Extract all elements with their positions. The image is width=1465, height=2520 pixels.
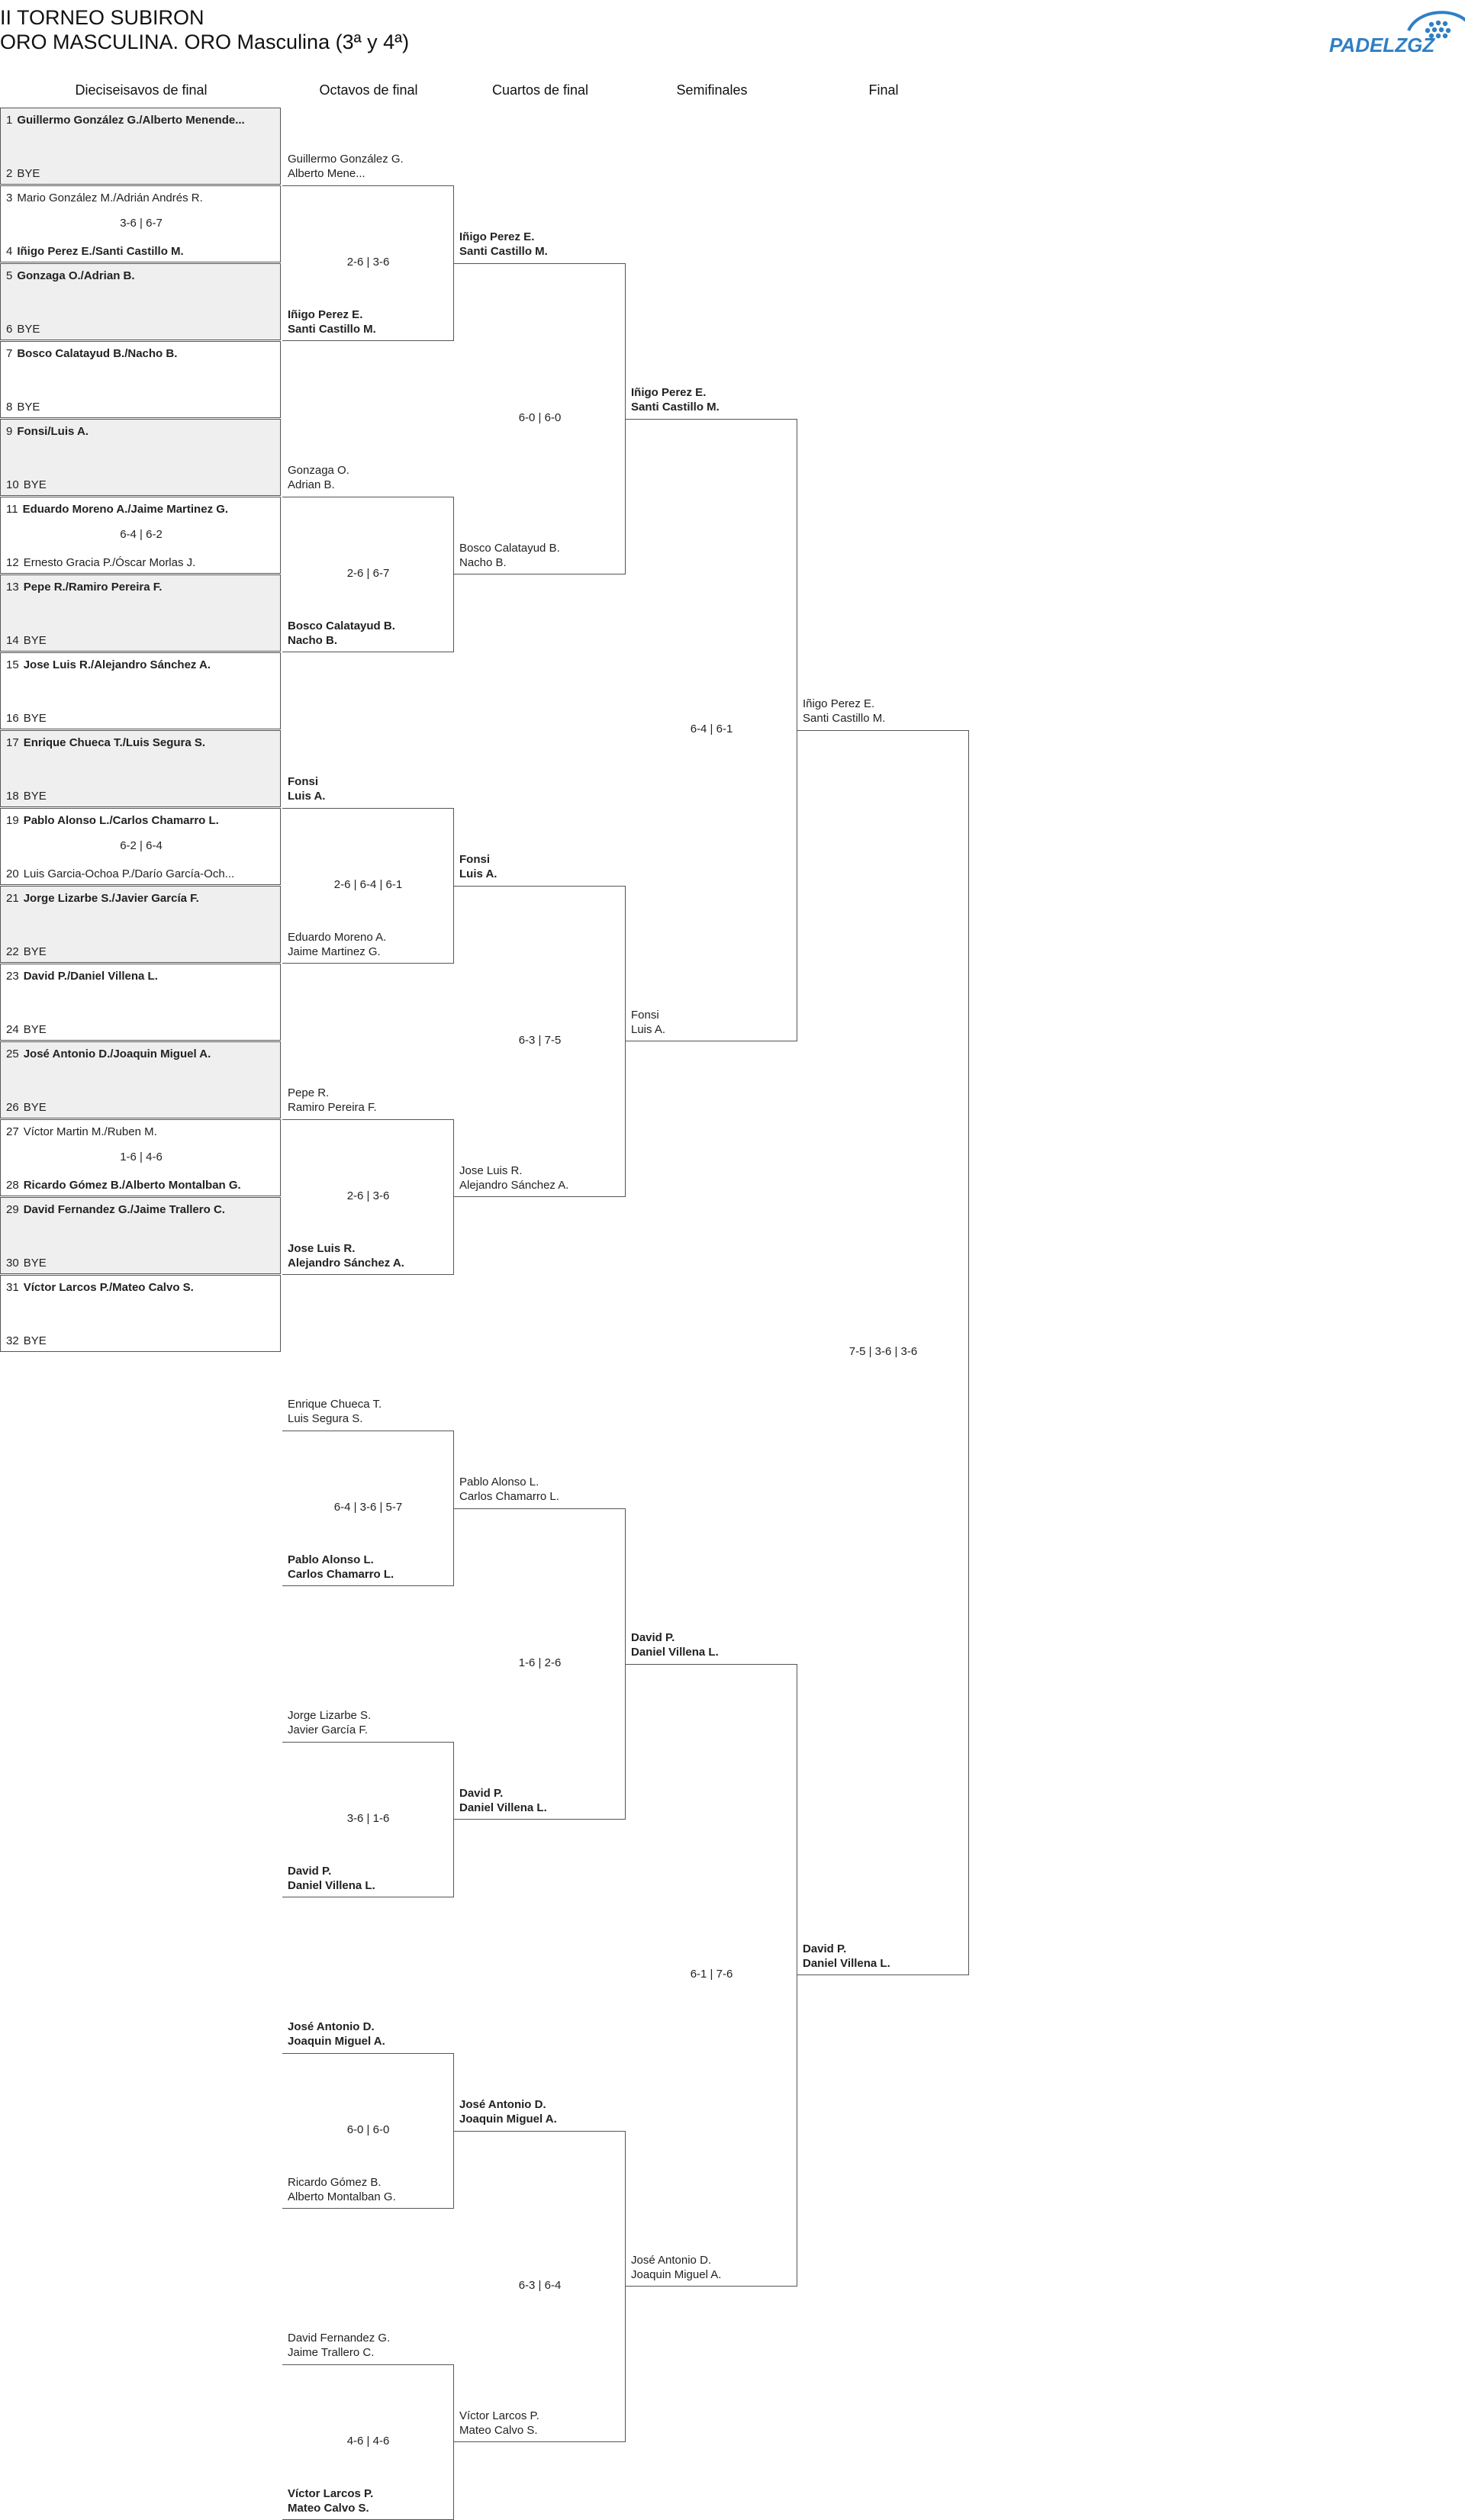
seed-number: 11 [6, 503, 18, 516]
round1-match [0, 730, 281, 807]
team-name: David Fernandez G./Jaime Trallero C. [23, 1203, 225, 1216]
match-score: 2-6 | 3-6 [346, 1189, 390, 1202]
round1-entry [6, 191, 269, 204]
seed-number: 20 [6, 867, 19, 880]
round1-entry [6, 1101, 269, 1114]
player-name: Fonsi [459, 853, 490, 866]
seed-number: 29 [6, 1203, 19, 1216]
team-pair [288, 463, 349, 492]
player-name: Santi Castillo M. [459, 245, 548, 258]
player-name: Mateo Calvo S. [459, 2424, 538, 2437]
round1-entry [6, 167, 269, 180]
player-name: David P. [803, 1942, 847, 1955]
player-name: Alberto Montalban G. [288, 2190, 396, 2203]
round1-entry [6, 556, 269, 569]
match-score: 6-4 | 6-1 [690, 723, 733, 735]
round1-match [0, 652, 281, 729]
player-name: Nacho B. [459, 556, 507, 569]
team-pair [459, 2409, 539, 2438]
team-name: Jorge Lizarbe S./Javier García F. [23, 892, 199, 905]
match-score: 6-4 | 6-2 [120, 528, 163, 541]
player-name: Jorge Lizarbe S. [288, 1709, 372, 1722]
team-pair [459, 2097, 557, 2126]
player-name: Joaquin Miguel A. [288, 2035, 385, 2048]
player-name: Luis A. [631, 1023, 666, 1036]
player-name: Iñigo Perez E. [288, 308, 363, 321]
team-pair [459, 541, 560, 570]
team-pair [631, 1630, 719, 1659]
team-name: Víctor Martin M./Ruben M. [23, 1125, 157, 1138]
team-pair [803, 697, 885, 726]
player-name: Iñigo Perez E. [803, 697, 875, 710]
seed-number: 31 [6, 1281, 19, 1294]
team-name: BYE [17, 401, 40, 414]
player-name: Iñigo Perez E. [459, 230, 535, 243]
player-name: Guillermo González G. [288, 153, 404, 166]
round-header: Dieciseisavos de final [75, 82, 208, 98]
player-name: Ricardo Gómez B. [288, 2176, 382, 2189]
round1-match [0, 263, 281, 340]
team-pair [288, 1864, 375, 1893]
team-name: BYE [23, 1257, 47, 1270]
seed-number: 19 [6, 814, 19, 827]
seed-number: 32 [6, 1334, 19, 1347]
team-name: Pablo Alonso L./Carlos Chamarro L. [23, 814, 219, 827]
seed-number: 10 [6, 478, 19, 491]
player-name: Enrique Chueca T. [288, 1398, 382, 1411]
round1-entry [6, 114, 269, 127]
team-pair [288, 2020, 385, 2049]
team-pair [459, 230, 548, 259]
team-pair [288, 2486, 373, 2515]
seed-number: 15 [6, 658, 19, 671]
match-score: 6-4 | 3-6 | 5-7 [333, 1501, 403, 1514]
team-pair [288, 1708, 371, 1737]
team-name: BYE [23, 945, 47, 958]
team-name: Gonzaga O./Adrian B. [17, 269, 135, 282]
round1-match [0, 497, 281, 574]
player-name: José Antonio D. [631, 2254, 712, 2267]
match-score: 4-6 | 4-6 [346, 2435, 390, 2448]
team-name: Ernesto Gracia P./Óscar Morlas J. [23, 556, 196, 569]
player-name: Iñigo Perez E. [631, 386, 707, 399]
player-name: Fonsi [288, 775, 318, 788]
player-name: David P. [631, 1631, 675, 1644]
round1-match [0, 808, 281, 885]
team-pair [288, 307, 376, 336]
round1-entry [6, 581, 269, 594]
round1-entry [6, 634, 269, 647]
round-header: Octavos de final [319, 82, 418, 98]
player-name: Alejandro Sánchez A. [288, 1257, 404, 1270]
round1-entry [6, 1179, 269, 1192]
team-pair [288, 1397, 382, 1426]
padelzgz-logo [1326, 8, 1465, 58]
player-name: David P. [288, 1865, 332, 1878]
round1-match [0, 341, 281, 418]
team-name: BYE [23, 1101, 47, 1114]
seed-number: 8 [6, 401, 13, 414]
round1-entry [6, 245, 269, 258]
player-name: Daniel Villena L. [459, 1801, 547, 1814]
team-pair [288, 1241, 404, 1270]
round1-entry [6, 401, 269, 414]
team-name: Iñigo Perez E./Santi Castillo M. [17, 245, 184, 258]
player-name: Daniel Villena L. [631, 1646, 719, 1659]
player-name: Alejandro Sánchez A. [459, 1179, 569, 1192]
round-header: Final [868, 82, 899, 98]
round1-entry [6, 892, 269, 905]
player-name: Luis A. [459, 867, 497, 880]
seed-number: 27 [6, 1125, 19, 1138]
seed-number: 28 [6, 1179, 19, 1192]
round1-entry [6, 790, 269, 803]
player-name: Pablo Alonso L. [288, 1553, 374, 1566]
round1-match [0, 886, 281, 963]
player-name: David Fernandez G. [288, 2332, 391, 2345]
seed-number: 14 [6, 634, 19, 647]
seed-number: 3 [6, 191, 13, 204]
player-name: Ramiro Pereira F. [288, 1101, 377, 1114]
team-name: Fonsi/Luis A. [17, 425, 89, 438]
team-pair [288, 619, 395, 648]
round1-entry [6, 503, 269, 516]
round1-entry [6, 323, 269, 336]
seed-number: 25 [6, 1048, 19, 1060]
player-name: Víctor Larcos P. [288, 2487, 374, 2500]
round1-entry [6, 1203, 269, 1216]
match-score: 3-6 | 6-7 [120, 217, 163, 230]
player-name: Bosco Calatayud B. [288, 620, 395, 632]
player-name: Nacho B. [288, 634, 338, 647]
player-name: Jose Luis R. [459, 1164, 523, 1177]
round1-entry [6, 1334, 269, 1347]
player-name: Jaime Martinez G. [288, 945, 381, 958]
round1-entry [6, 1125, 269, 1138]
seed-number: 30 [6, 1257, 19, 1270]
player-name: Santi Castillo M. [631, 401, 720, 414]
seed-number: 7 [6, 347, 13, 360]
logo-text: PADELZGZ [1329, 34, 1435, 56]
player-name: Jaime Trallero C. [288, 2346, 375, 2359]
round1-entry [6, 712, 269, 725]
match-score: 3-6 | 1-6 [346, 1812, 390, 1825]
round-header: Semifinales [676, 82, 748, 98]
team-name: David P./Daniel Villena L. [23, 970, 158, 983]
player-name: José Antonio D. [459, 2098, 546, 2111]
match-score: 6-3 | 7-5 [518, 1034, 562, 1047]
team-name: BYE [23, 1023, 47, 1036]
player-name: Pablo Alonso L. [459, 1476, 539, 1489]
seed-number: 26 [6, 1101, 19, 1114]
seed-number: 23 [6, 970, 19, 983]
team-pair [288, 152, 404, 181]
round1-entry [6, 814, 269, 827]
team-name: BYE [23, 478, 47, 491]
seed-number: 18 [6, 790, 19, 803]
seed-number: 21 [6, 892, 19, 905]
player-name: Bosco Calatayud B. [459, 542, 560, 555]
seed-number: 6 [6, 323, 13, 336]
team-pair [803, 1942, 890, 1971]
team-pair [459, 1786, 547, 1815]
round-header: Cuartos de final [491, 82, 589, 98]
seed-number: 1 [6, 114, 13, 127]
seed-number: 17 [6, 736, 19, 749]
round1-entry [6, 945, 269, 958]
round1-entry [6, 269, 269, 282]
match-score: 6-1 | 7-6 [690, 1968, 733, 1981]
team-pair [459, 852, 497, 881]
tournament-title: II TORNEO SUBIRON [0, 6, 204, 29]
team-name: Luis Garcia-Ochoa P./Darío García-Och... [23, 867, 235, 880]
player-name: Carlos Chamarro L. [459, 1490, 559, 1503]
team-pair [631, 385, 720, 414]
round1-match [0, 108, 281, 185]
player-name: Luis Segura S. [288, 1412, 363, 1425]
round1-entry [6, 425, 269, 438]
match-score: 1-6 | 4-6 [120, 1151, 163, 1163]
team-name: BYE [23, 634, 47, 647]
team-name: Víctor Larcos P./Mateo Calvo S. [23, 1281, 194, 1294]
team-pair [631, 2253, 721, 2282]
player-name: David P. [459, 1787, 504, 1800]
round1-match [0, 1197, 281, 1274]
team-name: Mario González M./Adrián Andrés R. [17, 191, 203, 204]
player-name: Javier García F. [288, 1723, 369, 1736]
round1-match [0, 1041, 281, 1118]
round1-match [0, 1275, 281, 1352]
round1-match [0, 964, 281, 1041]
team-pair [631, 1008, 665, 1037]
player-name: Mateo Calvo S. [288, 2502, 369, 2515]
team-pair [288, 1086, 377, 1115]
team-name: BYE [17, 323, 40, 336]
match-score: 6-3 | 6-4 [518, 2279, 562, 2292]
team-name: BYE [17, 167, 40, 180]
round1-match [0, 185, 281, 262]
player-name: Jose Luis R. [288, 1242, 356, 1255]
round1-entry [6, 1257, 269, 1270]
match-score: 6-2 | 6-4 [120, 839, 163, 852]
player-name: José Antonio D. [288, 2020, 375, 2033]
team-pair [288, 930, 386, 959]
team-pair [288, 2331, 390, 2360]
round1-match [0, 419, 281, 496]
player-name: Joaquin Miguel A. [459, 2113, 557, 2126]
team-pair [288, 774, 325, 803]
player-name: Carlos Chamarro L. [288, 1568, 394, 1581]
player-name: Santi Castillo M. [288, 323, 376, 336]
team-name: Ricardo Gómez B./Alberto Montalban G. [23, 1179, 241, 1192]
team-name: José Antonio D./Joaquin Miguel A. [23, 1048, 211, 1060]
round1-entry [6, 1281, 269, 1294]
player-name: Daniel Villena L. [288, 1879, 375, 1892]
match-score: 2-6 | 6-4 | 6-1 [333, 878, 403, 891]
team-name: Guillermo González G./Alberto Menende... [17, 114, 245, 127]
player-name: Eduardo Moreno A. [288, 931, 387, 944]
match-score: 1-6 | 2-6 [518, 1656, 562, 1669]
player-name: Víctor Larcos P. [459, 2409, 539, 2422]
player-name: Luis A. [288, 790, 326, 803]
team-name: Enrique Chueca T./Luis Segura S. [23, 736, 206, 749]
seed-number: 24 [6, 1023, 19, 1036]
team-pair [459, 1163, 568, 1192]
seed-number: 9 [6, 425, 13, 438]
team-name: Bosco Calatayud B./Nacho B. [17, 347, 178, 360]
round1-entry [6, 867, 269, 880]
round1-entry [6, 736, 269, 749]
team-name: Jose Luis R./Alejandro Sánchez A. [23, 658, 211, 671]
team-name: BYE [23, 712, 47, 725]
seed-number: 13 [6, 581, 19, 594]
player-name: Daniel Villena L. [803, 1957, 890, 1970]
round1-entry [6, 1023, 269, 1036]
category-title: ORO MASCULINA. ORO Masculina (3ª y 4ª) [0, 31, 410, 53]
player-name: Adrian B. [288, 478, 335, 491]
team-name: Pepe R./Ramiro Pereira F. [23, 581, 163, 594]
round1-entry [6, 478, 269, 491]
match-score: 6-0 | 6-0 [346, 2123, 390, 2136]
seed-number: 22 [6, 945, 19, 958]
player-name: Santi Castillo M. [803, 712, 886, 725]
player-name: Alberto Mene... [288, 167, 365, 180]
match-score: 7-5 | 3-6 | 3-6 [848, 1345, 918, 1358]
team-name: BYE [23, 790, 47, 803]
match-score: 6-0 | 6-0 [518, 411, 562, 424]
seed-number: 12 [6, 556, 19, 569]
seed-number: 16 [6, 712, 19, 725]
player-name: Fonsi [631, 1009, 659, 1022]
team-name: BYE [23, 1334, 47, 1347]
round1-match [0, 574, 281, 652]
seed-number: 5 [6, 269, 13, 282]
player-name: Pepe R. [288, 1086, 330, 1099]
team-name: Eduardo Moreno A./Jaime Martinez G. [22, 503, 229, 516]
round1-entry [6, 347, 269, 360]
team-pair [459, 1475, 559, 1504]
round1-entry [6, 970, 269, 983]
match-score: 2-6 | 3-6 [346, 256, 390, 269]
seed-number: 4 [6, 245, 13, 258]
seed-number: 2 [6, 167, 13, 180]
player-name: Gonzaga O. [288, 464, 349, 477]
round1-match [0, 1119, 281, 1196]
team-pair [288, 2175, 396, 2204]
round1-entry [6, 1048, 269, 1060]
round1-entry [6, 658, 269, 671]
match-score: 2-6 | 6-7 [346, 567, 390, 580]
team-pair [288, 1553, 394, 1582]
player-name: Joaquin Miguel A. [631, 2268, 722, 2281]
